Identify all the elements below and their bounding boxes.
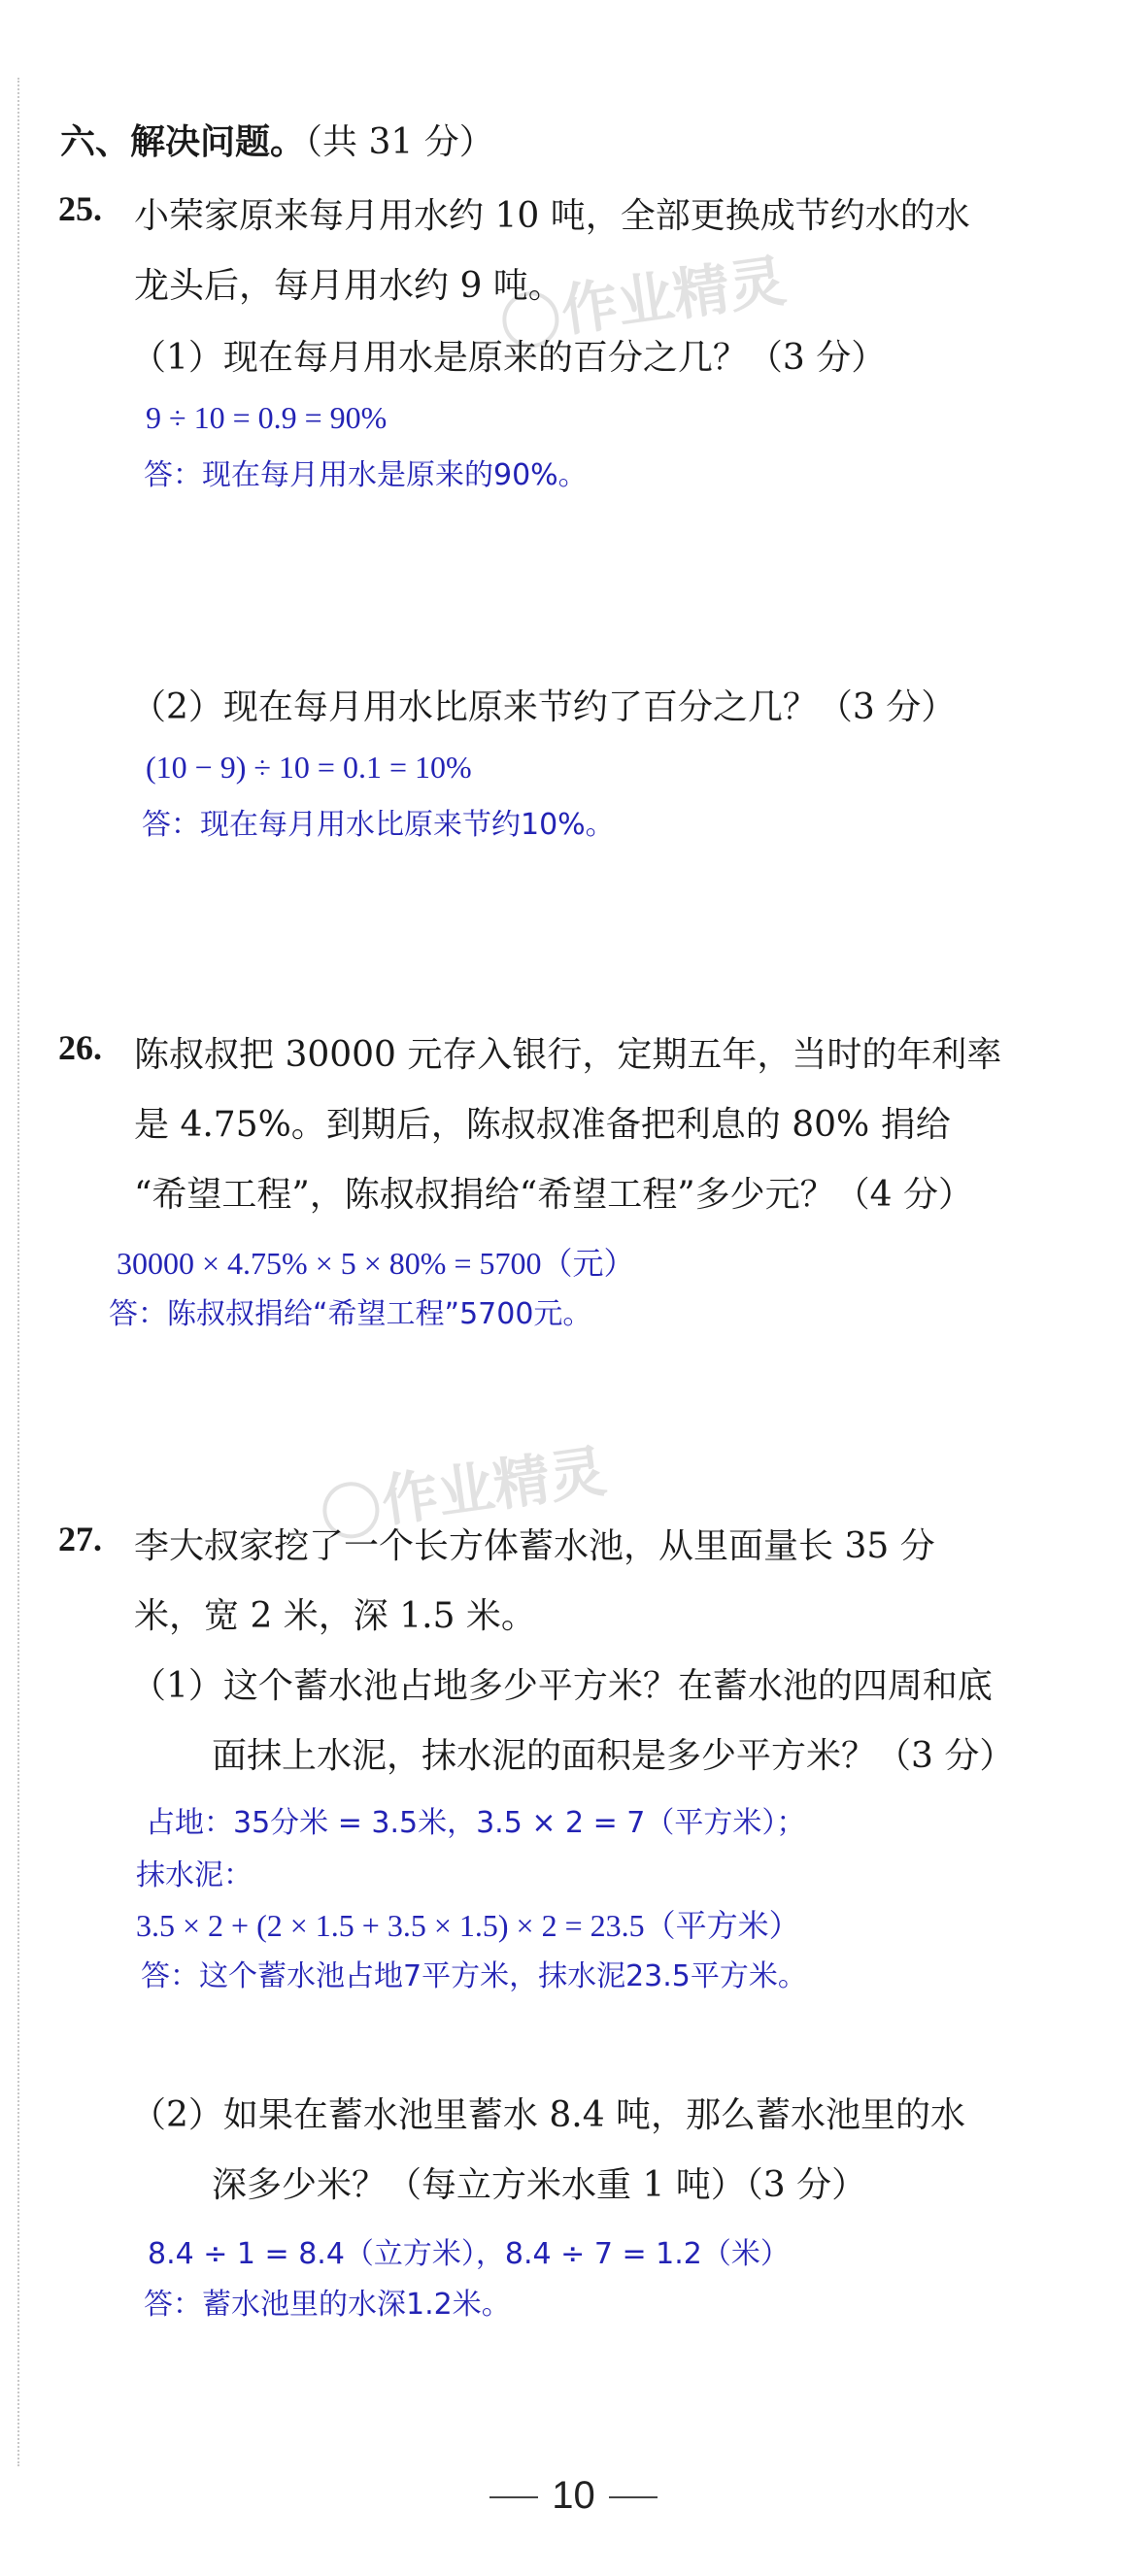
answer-text: 答：蓄水池里的水深1.2米。 [144, 2288, 511, 2322]
answer-text: 答：现在每月用水是原来的90%。 [144, 458, 588, 492]
question-number: 25. [58, 189, 102, 228]
answer-calculation: 8.4 ÷ 1 = 8.4（立方米），8.4 ÷ 7 = 1.2（米） [148, 2237, 790, 2271]
watermark-logo: 作业精灵 [496, 235, 791, 355]
question-stem: “希望工程”，陈叔叔捐给“希望工程”多少元？（4 分） [134, 1175, 973, 1215]
sub-question: （2）现在每月用水比原来节约了百分之几？（3 分） [131, 687, 957, 727]
answer-text: 答：现在每月用水比原来节约10%。 [142, 808, 615, 842]
answer-calculation: 抹水泥： [136, 1858, 253, 1892]
question-27 [58, 1519, 102, 1559]
question-number: 27. [58, 1520, 102, 1558]
page-number: 10 [0, 2474, 1147, 2518]
answer-text: 答：陈叔叔捐给“希望工程”5700元。 [109, 1297, 592, 1331]
answer-calculation: 占地：35分米 = 3.5米，3.5 × 2 = 7（平方米）； [146, 1806, 806, 1840]
sub-question: （2）如果在蓄水池里蓄水 8.4 吨，那么蓄水池里的水 [131, 2095, 966, 2135]
section-header [60, 115, 494, 164]
question-stem: 是 4.75%。到期后，陈叔叔准备把利息的 80% 捐给 [134, 1105, 951, 1145]
question-number: 26. [58, 1028, 102, 1067]
sub-question: 面抹上水泥，抹水泥的面积是多少平方米？（3 分） [212, 1736, 1015, 1776]
question-26 [58, 1027, 102, 1068]
sub-question: （1）现在每月用水是原来的百分之几？（3 分） [131, 338, 887, 378]
question-stem: 龙头后，每月用水约 9 吨。 [134, 266, 563, 306]
watermark-logo: 作业精灵 [317, 1425, 611, 1546]
question-25 [58, 188, 102, 229]
question-stem: 李大叔家挖了一个长方体蓄水池，从里面量长 35 分 [134, 1526, 935, 1566]
section-score: （共 31 分） [305, 122, 494, 162]
question-stem: 米，宽 2 米，深 1.5 米。 [134, 1596, 536, 1636]
question-stem: 小荣家原来每月用水约 10 吨，全部更换成节约水的水 [134, 196, 970, 236]
sub-question: 深多少米？（每立方米水重 1 吨）（3 分） [212, 2165, 867, 2205]
sub-question: （1）这个蓄水池占地多少平方米？在蓄水池的四周和底 [131, 1666, 993, 1706]
question-stem: 陈叔叔把 30000 元存入银行，定期五年，当时的年利率 [134, 1035, 1002, 1075]
page-number-dash [489, 2496, 538, 2498]
page-number-dash [609, 2496, 658, 2498]
binding-margin-line [17, 78, 19, 2466]
answer-calculation: 9 ÷ 10 = 0.9 = 90% [146, 400, 388, 435]
answer-calculation: (10 − 9) ÷ 10 = 0.1 = 10% [146, 750, 472, 785]
answer-calculation: 3.5 × 2 + (2 × 1.5 + 3.5 × 1.5) × 2 = 23.5（平方米） [136, 1908, 800, 1943]
section-title: 六、解决问题。 [60, 121, 306, 162]
answer-calculation: 30000 × 4.75% × 5 × 80% = 5700（元） [117, 1246, 635, 1281]
answer-text: 答：这个蓄水池占地7平方米，抹水泥23.5平方米。 [141, 1959, 807, 1993]
